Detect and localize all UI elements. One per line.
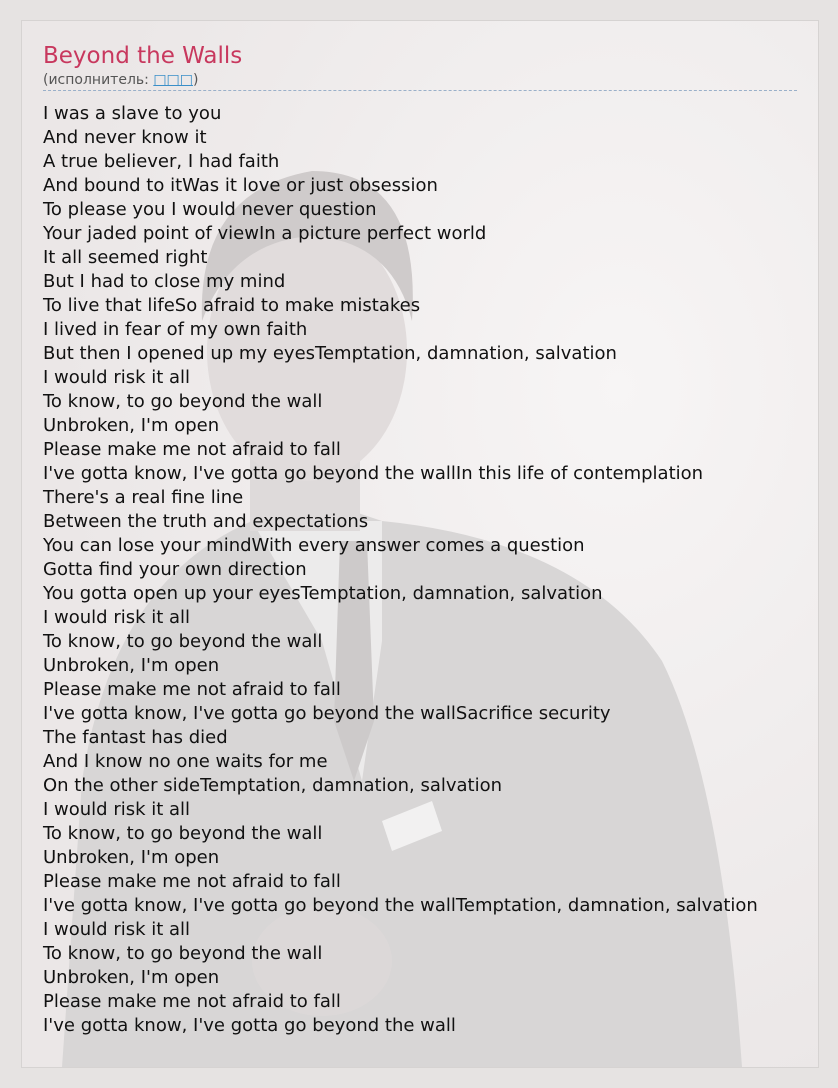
artist-line: [43, 71, 819, 89]
lyric-line: I've gotta know, I've gotta go beyond the wall: [43, 1015, 456, 1036]
lyric-line: To know, to go beyond the wall: [43, 631, 323, 652]
lyric-line: To please you I would never question: [43, 199, 377, 220]
lyric-line: Unbroken, I'm open: [43, 847, 220, 868]
lyric-line: On the other sideTemptation, damnation, salvation: [43, 775, 503, 796]
lyrics-body: [43, 102, 819, 1038]
lyric-line: Unbroken, I'm open: [43, 967, 220, 988]
lyric-line: And I know no one waits for me: [43, 751, 328, 772]
lyric-line: To know, to go beyond the wall: [43, 391, 323, 412]
artist-prefix: (исполнитель:: [43, 72, 154, 88]
lyric-line: To know, to go beyond the wall: [43, 823, 323, 844]
lyric-line: I was a slave to you: [43, 103, 222, 124]
lyric-line: I would risk it all: [43, 607, 191, 628]
lyric-line: Please make me not afraid to fall: [43, 679, 341, 700]
title-divider: [43, 90, 797, 91]
lyric-line: Please make me not afraid to fall: [43, 991, 341, 1012]
lyric-line: You can lose your mindWith every answer comes a question: [43, 535, 585, 556]
lyric-line: To live that lifeSo afraid to make mistakes: [43, 295, 421, 316]
lyric-line: But I had to close my mind: [43, 271, 286, 292]
lyric-line: I would risk it all: [43, 919, 191, 940]
lyric-line: A true believer, I had faith: [43, 151, 280, 172]
lyric-line: Your jaded point of viewIn a picture perfect world: [43, 223, 487, 244]
lyrics-content: [43, 41, 819, 1038]
lyric-line: You gotta open up your eyesTemptation, damnation, salvation: [43, 583, 603, 604]
artist-suffix: ): [193, 72, 199, 88]
lyrics-card: [21, 20, 819, 1068]
song-title: Beyond the Walls: [43, 43, 243, 69]
lyric-line: I would risk it all: [43, 799, 191, 820]
lyric-line: To know, to go beyond the wall: [43, 943, 323, 964]
lyric-line: I've gotta know, I've gotta go beyond the wallSacrifice security: [43, 703, 611, 724]
artist-link[interactable]: □□□: [153, 72, 193, 88]
lyric-line: I lived in fear of my own faith: [43, 319, 308, 340]
lyric-line: I've gotta know, I've gotta go beyond the wallIn this life of contemplation: [43, 463, 704, 484]
lyric-line: And bound to itWas it love or just obsession: [43, 175, 438, 196]
lyric-line: Please make me not afraid to fall: [43, 871, 341, 892]
lyric-line: The fantast has died: [43, 727, 228, 748]
lyric-line: But then I opened up my eyesTemptation, damnation, salvation: [43, 343, 617, 364]
lyric-line: Please make me not afraid to fall: [43, 439, 341, 460]
lyric-line: Gotta find your own direction: [43, 559, 307, 580]
lyric-line: Unbroken, I'm open: [43, 415, 220, 436]
lyric-line: I've gotta know, I've gotta go beyond the wallTemptation, damnation, salvation: [43, 895, 758, 916]
lyric-line: It all seemed right: [43, 247, 208, 268]
lyric-line: And never know it: [43, 127, 207, 148]
lyric-line: Between the truth and expectations: [43, 511, 369, 532]
lyric-line: I would risk it all: [43, 367, 191, 388]
lyric-line: Unbroken, I'm open: [43, 655, 220, 676]
lyric-line: There's a real fine line: [43, 487, 244, 508]
